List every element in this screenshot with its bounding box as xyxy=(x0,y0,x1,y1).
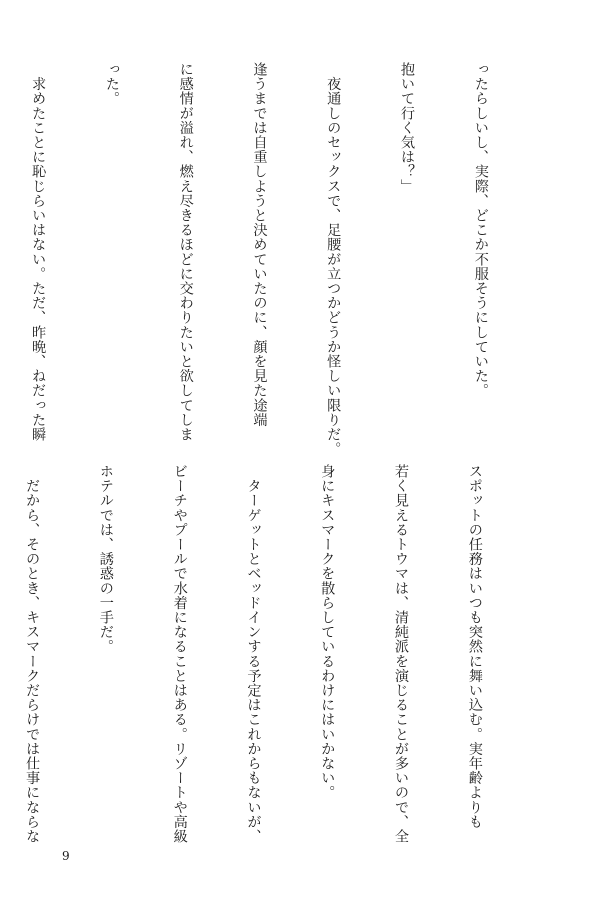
text-line: 身にキスマークを散らしているわけにはいかない。 xyxy=(319,464,336,800)
text-block-lower xyxy=(22,464,536,844)
text-line: った。 xyxy=(103,62,120,106)
text-line: ったらしいし、実際、どこか不服そうにしていた。 xyxy=(472,62,489,398)
page-number: 9 xyxy=(62,849,70,863)
text-line: 抱いて行く気は？」 xyxy=(399,62,416,194)
text-line: だから、そのとき、キスマークだらけでは仕事にならな xyxy=(24,464,41,844)
text-line: ターゲットとベッドインする予定はこれからもないが、 xyxy=(245,464,262,844)
text-line: 逢うまでは自重しようと決めていたのに、顔を見た途端 xyxy=(251,62,268,427)
text-line: 若く見えるトウマは、清純派を演じることが多いので、全 xyxy=(393,464,410,844)
text-line: に感情が溢れ、燃え尽きるほどに交わりたいと欲してしま xyxy=(177,62,194,442)
text-line: スポットの任務はいつも突然に舞い込む。実年齢よりも xyxy=(466,464,483,829)
text-line: 夜通しのセックスで、足腰が立つかどうか怪しい限りだ。 xyxy=(325,62,342,457)
text-block-upper xyxy=(22,62,542,457)
text-line: 求めたことに恥じらいはない。ただ、昨晩、ねだった瞬 xyxy=(30,62,47,442)
text-line: ホテルでは、誘惑の一手だ。 xyxy=(97,464,114,654)
text-line: ビーチやプールで水着になることはある。リゾートや高級 xyxy=(171,464,188,844)
